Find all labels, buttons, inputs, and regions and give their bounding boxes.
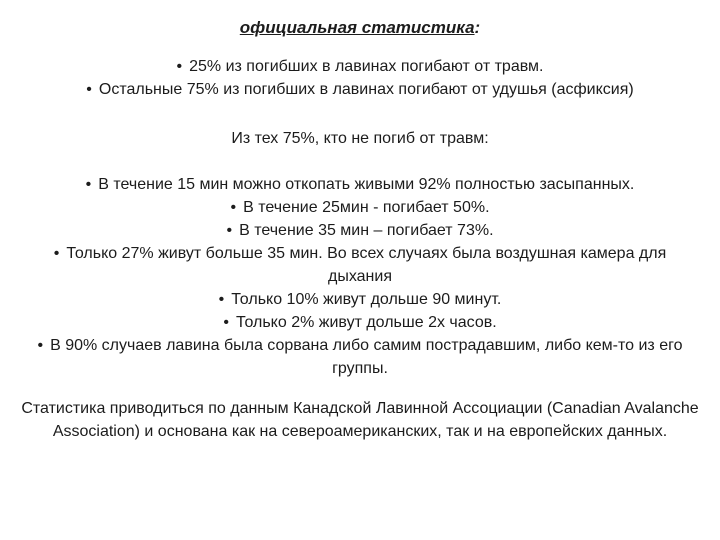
bullet-text: Только 27% живут больше 35 мин. Во всех случаях была воздушная камера для дыхания	[66, 245, 667, 285]
bullet-text: В течение 35 мин – погибает 73%.	[239, 222, 494, 239]
list-item	[22, 311, 698, 334]
bullet-icon: •	[53, 245, 60, 262]
bullet-icon: •	[218, 291, 225, 308]
bullet-text: Только 2% живут дольше 2х часов.	[235, 314, 497, 331]
bullet-text: В течение 25мин - погибает 50%.	[243, 199, 490, 216]
bullet-icon: •	[85, 176, 92, 193]
bullet-icon: •	[86, 81, 92, 98]
bullet-icon: •	[226, 222, 233, 239]
bullet-icon: •	[230, 199, 237, 216]
intro-bullet-list	[20, 55, 700, 101]
list-item	[20, 78, 700, 101]
bullet-icon: •	[223, 314, 229, 331]
detail-bullet-list	[22, 173, 698, 380]
list-item	[22, 173, 698, 196]
bullet-text: В 90% случаев лавина была сорвана либо самим пострадавшим, либо кем-то из его группы.	[50, 337, 683, 377]
page-title-colon: :	[474, 18, 481, 37]
bullet-text: Только 10% живут дольше 90 минут.	[231, 291, 502, 308]
page-title	[12, 16, 708, 39]
bullet-icon: •	[37, 337, 44, 354]
list-item	[22, 196, 698, 219]
subheading: Из тех 75%, кто не погиб от травм:	[231, 130, 489, 147]
bullet-text: В течение 15 мин можно откопать живыми 92% полностью засыпанных.	[98, 176, 635, 193]
list-item	[22, 219, 698, 242]
bullet-text: 25% из погибших в лавинах погибают от травм.	[189, 58, 544, 75]
bullet-icon: •	[176, 58, 183, 75]
list-item	[22, 242, 698, 288]
footer-note: Статистика приводиться по данным Канадской Лавинной Ассоциации (Canadian Avalanche Association) и основана как на североамериканских, так и на европейских данных.	[21, 400, 699, 440]
page-title-text: официальная статистика	[239, 18, 475, 37]
list-item	[22, 334, 698, 380]
list-item	[22, 288, 698, 311]
bullet-text: Остальные 75% из погибших в лавинах погибают от удушья (асфиксия)	[98, 81, 634, 98]
list-item	[20, 55, 700, 78]
